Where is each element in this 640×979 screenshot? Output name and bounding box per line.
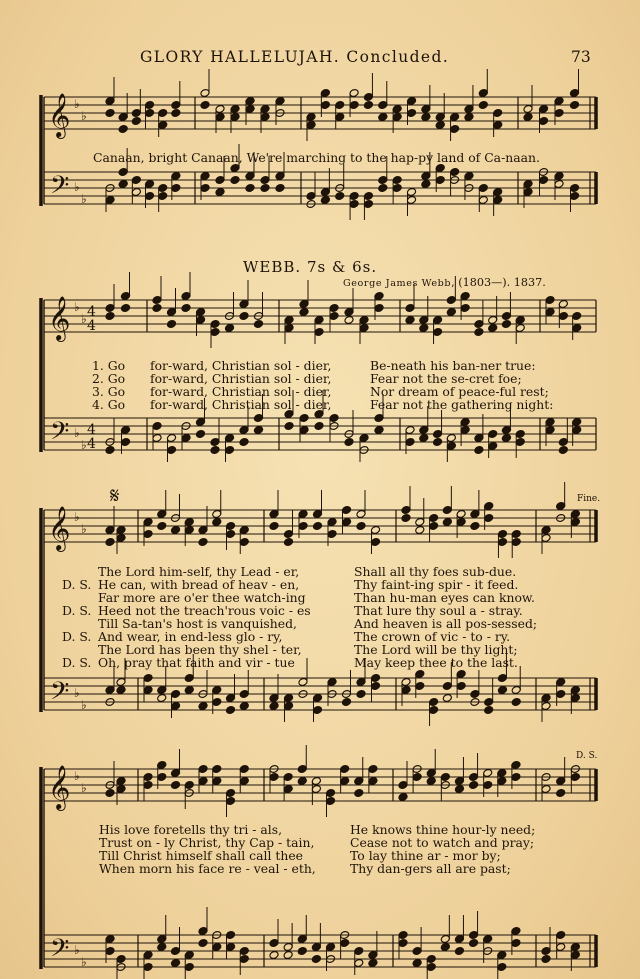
lyric-segment: Nor dream of peace-ful rest; xyxy=(370,384,549,399)
system-2-treble-note xyxy=(442,518,452,527)
lyric-segment: That lure thy soul a - stray. xyxy=(354,603,523,618)
verse-line xyxy=(0,861,640,876)
flat-sign: ♭ xyxy=(81,522,87,536)
top-system-treble-note xyxy=(378,113,388,122)
system-2-treble-note xyxy=(401,514,411,523)
lyric-segment: 4. Go xyxy=(92,397,126,412)
flat-sign: ♭ xyxy=(74,300,80,314)
system-3-treble-note xyxy=(105,789,115,798)
flat-sign: ♭ xyxy=(81,955,87,969)
top-system-treble-note xyxy=(171,109,181,118)
system-2-treble-note xyxy=(105,538,115,547)
system-3-treble-note xyxy=(556,789,566,798)
flat-sign: ♭ xyxy=(74,180,80,194)
system-3-treble-note xyxy=(469,781,479,790)
time-signature: 4 xyxy=(87,304,96,320)
lyric-segment: Trust on - ly Christ, thy Cap - tain, xyxy=(99,835,315,850)
system-1-bass-note xyxy=(374,426,384,435)
system-3-bass-note xyxy=(440,943,450,952)
system-1-treble-note xyxy=(239,312,249,321)
system-1-treble-note xyxy=(120,304,130,313)
lyric-segment: for-ward, Christian sol - dier, xyxy=(150,384,332,399)
system-1-treble-note xyxy=(446,308,456,317)
lyric-segment: D. S. xyxy=(62,603,92,618)
system-2-bass-note xyxy=(239,702,249,711)
system-1-bass-note xyxy=(105,446,115,455)
system-3-bass-note xyxy=(368,959,378,968)
lyric-segment: To lay thine ar - mor by; xyxy=(350,848,501,863)
top-system-treble-note xyxy=(464,113,474,122)
lyric-segment: Till Sa-tan's host is vanquished, xyxy=(98,616,297,631)
lyric-segment: Fear not the se-cret foe; xyxy=(370,371,522,386)
top-system-treble-note xyxy=(118,125,128,134)
system-1-treble-note xyxy=(405,316,415,325)
lyric-segment: Fear not the gathering night: xyxy=(370,397,554,412)
top-system-bass-note xyxy=(421,180,431,189)
lyric-segment: The crown of vic - to - ry. xyxy=(354,629,511,644)
lyric-segment: for-ward, Christian sol - dier, xyxy=(150,397,332,412)
system-1-bass-note xyxy=(344,438,354,447)
system-3-bass-note xyxy=(311,955,321,964)
top-system-treble-note xyxy=(569,101,579,110)
flat-sign: ♭ xyxy=(81,698,87,712)
top-system-bass-note xyxy=(260,184,270,193)
system-3-bass-note xyxy=(297,947,307,956)
treble-clef: 𝄞 xyxy=(48,296,71,340)
top-system-treble-note xyxy=(523,113,533,122)
system-2-bass-note xyxy=(184,686,194,695)
system-1-treble-note xyxy=(152,304,162,313)
top-system-treble-note xyxy=(363,101,373,110)
time-signature: 4 xyxy=(87,436,96,452)
system-3-treble-note xyxy=(398,793,408,802)
system-2-treble-note xyxy=(170,526,180,535)
segno-sign: 𝄋 xyxy=(110,484,120,509)
system-1-treble-note xyxy=(501,320,511,329)
system-3-bass-note xyxy=(412,959,422,968)
system-3-treble-note xyxy=(354,789,364,798)
top-system-treble-note xyxy=(435,121,445,130)
system-3-bass-note xyxy=(283,951,293,960)
lyric-segment: Shall all thy foes sub-due. xyxy=(354,564,517,579)
lyric-segment: The Lord has been thy shel - ter, xyxy=(98,642,302,657)
flat-sign: ♭ xyxy=(81,109,87,123)
system-1-treble-note xyxy=(253,320,263,329)
system-2-bass-note xyxy=(225,706,235,715)
system-2-bass-note xyxy=(356,690,366,699)
system-2-treble-note xyxy=(415,526,425,535)
system-3-treble-note xyxy=(170,781,180,790)
system-2-treble-note xyxy=(269,522,279,531)
running-title: GLORY HALLELUJAH. Concluded. xyxy=(140,48,450,66)
system-1-treble-note xyxy=(474,328,484,337)
system-1-bass-note xyxy=(284,422,294,431)
lyric-segment: 3. Go xyxy=(92,384,126,399)
system-1-bass-note xyxy=(433,438,443,447)
top-system-treble-note xyxy=(421,113,431,122)
flat-sign: ♭ xyxy=(81,192,87,206)
flat-sign: ♭ xyxy=(74,686,80,700)
composer-dates: , (1803—). 1837. xyxy=(451,276,546,289)
top-system-bass-note xyxy=(320,196,330,205)
hymn-title: WEBB. 7s & 6s. xyxy=(243,258,378,276)
verse-line xyxy=(0,655,640,670)
flat-sign: ♭ xyxy=(81,312,87,326)
system-3-treble-note xyxy=(454,785,464,794)
system-2-bass-note xyxy=(484,706,494,715)
top-system-treble-note xyxy=(105,109,115,118)
system-2-bass-note xyxy=(269,702,279,711)
top-system-bass-note xyxy=(245,184,255,193)
lyric-segment: He knows thine hour-ly need; xyxy=(350,822,536,837)
treble-clef: 𝄞 xyxy=(48,765,71,809)
time-signature: 4 xyxy=(87,422,96,438)
system-1-treble-note xyxy=(488,324,498,333)
system-2-bass-note xyxy=(157,694,167,703)
lyric-segment: Cease not to watch and pray; xyxy=(350,835,535,850)
lyric-segment: 2. Go xyxy=(92,371,126,386)
top-system-lyric xyxy=(0,150,640,165)
flat-sign: ♭ xyxy=(74,510,80,524)
composer-name: George James Webb xyxy=(343,278,452,289)
system-1-bass-note xyxy=(314,422,324,431)
lyric-segment: The Lord him-self, thy Lead - er, xyxy=(98,564,300,579)
lyric-segment: Till Christ himself shall call thee xyxy=(99,848,303,863)
top-system-bass-note xyxy=(275,184,285,193)
system-3-bass-note xyxy=(170,959,180,968)
top-system-treble-note xyxy=(200,101,210,110)
system-2-treble-note xyxy=(157,522,167,531)
top-system-bass-note xyxy=(118,180,128,189)
system-1-treble-note xyxy=(419,324,429,333)
system-1-bass-note xyxy=(195,430,205,439)
system-3-bass-note xyxy=(469,939,479,948)
system-1-bass-note xyxy=(210,446,220,455)
fine-marking: Fine. xyxy=(577,494,601,504)
flat-sign: ♭ xyxy=(74,426,80,440)
top-system-bass-note xyxy=(378,184,388,193)
lyric-segment: His love foretells thy tri - als, xyxy=(99,822,283,837)
flat-sign: ♭ xyxy=(74,769,80,783)
system-2-bass-note xyxy=(341,698,351,707)
lyric-segment: 1. Go xyxy=(92,358,126,373)
system-2-bass-note xyxy=(442,694,452,703)
system-1-bass-note xyxy=(501,434,511,443)
flat-sign: ♭ xyxy=(81,438,87,452)
top-system-bass-note xyxy=(230,176,240,185)
treble-clef: 𝄞 xyxy=(48,93,71,137)
lyric-segment: Heed not the treach'rous voic - es xyxy=(98,603,311,618)
system-2-treble-note xyxy=(198,538,208,547)
top-system-treble-note xyxy=(131,117,141,126)
system-1-treble-note xyxy=(105,312,115,321)
system-1-bass-note xyxy=(558,446,568,455)
bass-clef: 𝄢 xyxy=(50,417,70,452)
lyric-segment: for-ward, Christian sol - dier, xyxy=(150,371,332,386)
system-3-treble-note xyxy=(426,777,436,786)
system-1-bass-note xyxy=(253,426,263,435)
system-1-bass-note xyxy=(474,446,484,455)
composer-credit xyxy=(343,276,546,289)
lyric-segment: D. S. xyxy=(62,577,92,592)
lyric-segment: And heaven is all pos-sessed; xyxy=(354,616,538,631)
system-2-treble-note xyxy=(312,522,322,531)
flat-sign: ♭ xyxy=(74,97,80,111)
system-1-bass-note xyxy=(239,438,249,447)
system-1-treble-note xyxy=(181,304,191,313)
lyric-segment: Thy faint-ing spir - it feed. xyxy=(354,577,519,592)
time-signature: 4 xyxy=(87,318,96,334)
system-1-treble-note xyxy=(166,320,176,329)
bass-clef: 𝄢 xyxy=(50,171,70,206)
system-2-bass-note xyxy=(198,702,208,711)
system-3-treble-note xyxy=(297,777,307,786)
lyric-segment: for-ward, Christian sol - dier, xyxy=(150,358,332,373)
system-2-treble-note xyxy=(356,522,366,531)
bass-clef: 𝄢 xyxy=(50,677,70,712)
top-system-treble-note xyxy=(478,101,488,110)
system-2-treble-note xyxy=(283,538,293,547)
system-1-bass-note xyxy=(419,434,429,443)
system-2-treble-note xyxy=(212,518,222,527)
lyric-segment: Oh, pray that faith and vir - tue xyxy=(98,655,295,670)
bass-clef: 𝄢 xyxy=(50,934,70,969)
system-1-treble-note xyxy=(224,324,234,333)
system-3-bass-note xyxy=(541,955,551,964)
system-2-treble-note xyxy=(470,522,480,531)
lyric-segment: Be-neath his ban-ner true: xyxy=(370,358,536,373)
page-number: 73 xyxy=(571,48,591,66)
system-2-bass-note xyxy=(511,698,521,707)
system-2-bass-note xyxy=(497,686,507,695)
system-2-bass-note xyxy=(116,686,126,695)
verse-line xyxy=(0,397,640,412)
flat-sign: ♭ xyxy=(74,943,80,957)
treble-clef: 𝄞 xyxy=(48,506,71,550)
lyric-segment: The Lord will be thy light; xyxy=(354,642,518,657)
lyric-segment: When morn his face re - veal - eth, xyxy=(99,861,316,876)
system-3-bass-note xyxy=(269,951,279,960)
lyric-segment: D. S. xyxy=(62,629,92,644)
lyric-segment: May keep thee to the last. xyxy=(354,655,518,670)
system-1-treble-note xyxy=(344,316,354,325)
system-1-treble-note xyxy=(299,308,309,317)
ds-marking: D. S. xyxy=(576,751,598,761)
system-3-bass-note xyxy=(198,939,208,948)
top-system-bass-note xyxy=(215,188,225,197)
system-3-bass-note xyxy=(454,947,464,956)
lyric-segment: Thy dan-gers all are past; xyxy=(350,861,511,876)
flat-sign: ♭ xyxy=(81,781,87,795)
lyric-segment: D. S. xyxy=(62,655,92,670)
system-3-bass-note xyxy=(157,943,167,952)
lyric-segment: He can, with bread of heav - en, xyxy=(98,577,300,592)
lyric-segment: Far more are o'er thee watch-ing xyxy=(98,590,306,605)
lyric-segment: Than hu-man eyes can know. xyxy=(354,590,535,605)
lyric-segment: And wear, in end-less glo - ry, xyxy=(98,629,283,644)
lyric-text: Canaan, bright Canaan, We're marching to the hap-py land of Ca-naan. xyxy=(93,150,540,165)
top-system-bass-note xyxy=(335,192,345,201)
